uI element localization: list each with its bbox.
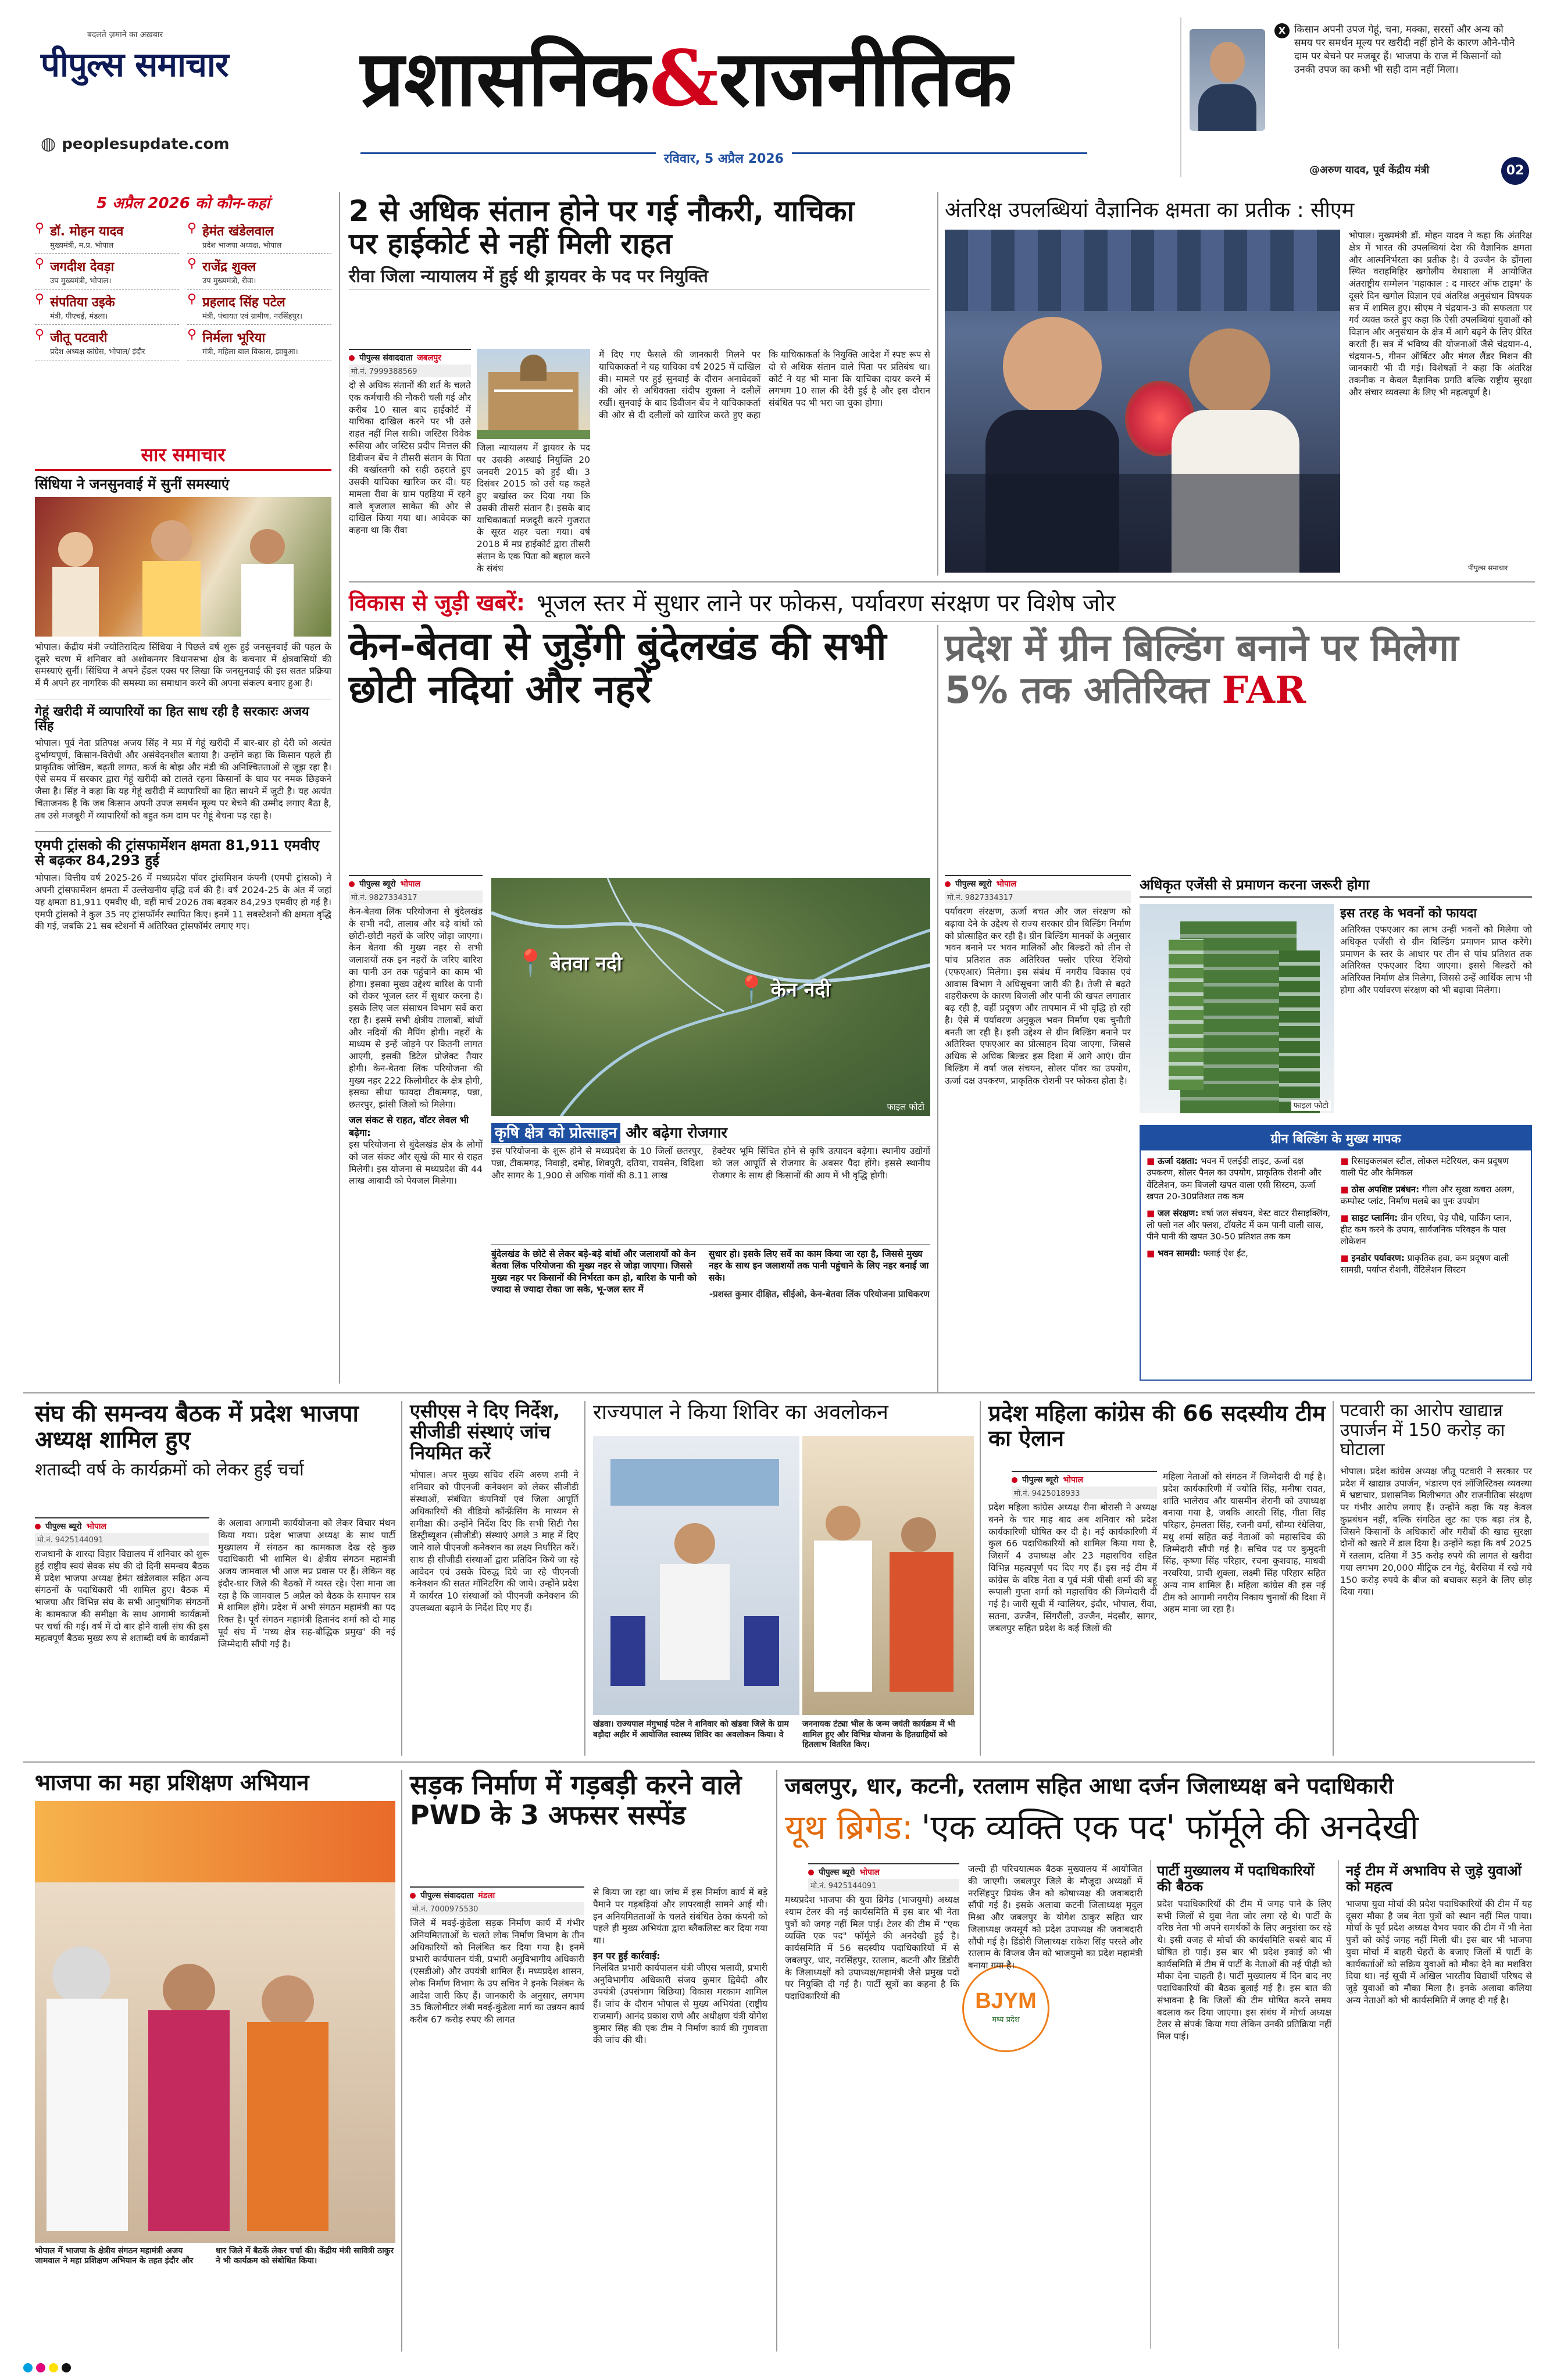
yuva-mobile: मो.नं. 9425144091 <box>808 1879 959 1892</box>
author-photo <box>1190 29 1265 131</box>
saar-section <box>35 442 331 1384</box>
vikas-banner <box>349 581 1535 622</box>
court-col-2 <box>477 442 590 574</box>
person-name: डॉ. मोहन यादव <box>50 224 124 239</box>
column-rule <box>776 1770 777 2352</box>
person-name: संपतिया उइके <box>50 295 115 310</box>
column-rule <box>980 1401 981 1756</box>
schedule-title: 5 अप्रैल 2026 को कौन-कहां <box>96 195 270 212</box>
person-name: हेमंत खंडेलवाल <box>202 224 274 239</box>
bullet-icon: ■ <box>1147 1248 1158 1259</box>
court-place: जबलपुर <box>417 353 441 363</box>
court-building-photo <box>477 349 590 439</box>
green-headline-far: FAR <box>1222 668 1306 712</box>
column-rule <box>584 1401 585 1756</box>
mahila-text-2: महिला नेताओं को संगठन में जिम्मेदारी दी गई है। प्रदेश कार्यकारिणी में ज्योति सिंह, मनीषा रावत, शांति भालेराव और यासमीन शेरानी को उपाध्यक्ष बनाया गया है, जबकि आरती सिंह, गीता सिंह परिहार, हेमलता सिंह, रजनी वर्मा, सौम्या रंधेलिया, मधु शर्मा सहित कई नेताओं को महासचिव की जिम्मेदारी सौंपी गई है। सचिव पद पर कुमुदनी सिंह, कृष्णा सिंह परिहार, रचना कुशवाह, माधवी नरवरिया, प्राची शुक्ला, लक्ष्मी सिंह परिहार सहित अन्य नाम शामिल हैं। महिला कांग्रेस की इस नई टीम को आगामी नगरीय निकाय चुनावों की दिशा में अहम माना जा रहा है। <box>1163 1471 1326 1615</box>
bullet-icon: ■ <box>1147 1207 1158 1218</box>
court-col-1 <box>349 349 471 537</box>
bullet-icon: ■ <box>1340 1252 1352 1263</box>
criteria-key: भवन सामग्री: <box>1157 1248 1201 1259</box>
criteria-item <box>1341 1252 1526 1276</box>
pwd-story <box>410 1770 770 1830</box>
agri-col-2 <box>712 1145 930 1181</box>
court-col-3 <box>599 349 930 570</box>
cm-body: भोपाल। मुख्यमंत्री डॉ. मोहन यादव ने कहा कि अंतरिक्ष क्षेत्र में भारत की उपलब्धियां देश की वैज्ञानिक क्षमता और आत्मनिर्भरता का प्रतीक है। वे उज्जैन के डोंगला स्थित वराहमिहिर खगोलीय वेधशाला में आयोजित अंतराष्ट्रीय सम्मेलन 'महाकाल : द मास्टर ऑफ टाइम' के दूसरे दिन खगोल विज्ञान एवं अंतरिक्ष अनुसंधान विषयक सत्र में शामिल हुए। सीएम ने चंद्रयान-3 की सफलता पर गर्व व्यक्त करते हुए कहा कि ऐसी उपलब्धियां युवाओं को विज्ञान और अनुसंधान के क्षेत्र में आगे बढ़ने के लिए प्रेरित करती हैं। सत्र में भविष्य की योजनाओं जैसे चंद्रयान-4, चंद्रयान-5, गीनन ऑर्बिटर और मंगल लैंडर मिशन की जानकारी भी दी गई। विशेषज्ञों ने कहा कि अंतरिक्ष तकनीक न केवल वैज्ञानिक प्रगति बल्कि राष्ट्रीय सुरक्षा और संचार व्यवस्था के लिए भी महत्वपूर्ण है। <box>1349 230 1532 398</box>
ken-text-1b: इस परियोजना से बुंदेलखंड क्षेत्र के लोगों को जल संकट और सूखे की मार से राहत मिलेगी। इस योजना से मध्यप्रदेश की 44 लाख आबादी को पेयजल मिलेगा। <box>349 1139 483 1187</box>
pwd-text-1: जिले में मवई-कुंडेला सड़क निर्माण कार्य में गंभीर अनियमितताओं के चलते लोक निर्माण विभाग के तीन अधिकारियों को निलंबित कर दिया गया है। इनमें प्रभारी कार्यपालन यंत्री, प्रभारी अनुविभागीय अधिकारी (एसडीओ) और उपयंत्री शामिल हैं। मध्यप्रदेश शासन, लोक निर्माण विभाग के उप सचिव ने इनके निलंबन के आदेश जारी किए हैं। जानकारी के अनुसार, लगभग 35 किलोमीटर लंबी मवई-कुंडेला मार्ग का उन्नयन कार्य करीब 67 करोड़ रुपए की लागत <box>410 1918 584 2025</box>
mahila-col-1 <box>988 1471 1157 1634</box>
column-rule <box>1333 1401 1334 1756</box>
column-rule <box>1150 1860 1151 2349</box>
scindia-photo <box>35 497 331 637</box>
person-name: प्रहलाद सिंह पटेल <box>202 295 285 310</box>
pwd-subhead: इन पर हुई कार्रवाई: <box>593 1950 660 1961</box>
patwari-body: भोपाल। प्रदेश कांग्रेस अध्यक्ष जीतू पटवारी ने सरकार पर प्रदेश में खाद्यान्न उपार्जन, भंडारण एवं लॉजिस्टिक्स व्यवस्था में भ्रष्टाचार, प्रशासनिक मिलीभगत और राजनीतिक संरक्षण पर गंभीर आरोप लगाए हैं। उन्होंने कहा कि यह केवल कुप्रबंधन नहीं, बल्कि संगठित लूट का एक बड़ा तंत्र है, जिसने किसानों के अधिकारों और गरीबों की खाद्य सुरक्षा दोनों को खतरे में डाल दिया है। उन्होंने कहा कि वर्ष 2025 में रतलाम, दतिया में 35 करोड़ रुपये की लागत से खरीदा गया लगभग 20,000 मीट्रिक टन गेहूं, बैरसिया में रखे गये 150 करोड़ रुपये के बीज को बचाकर सड़ने के लिए छोड़ दिया गया। <box>1340 1466 1532 1598</box>
criteria-key: जल संरक्षण: <box>1157 1207 1199 1218</box>
yuva-col-3 <box>1157 1863 1331 2043</box>
ken-text-1: केन-बेतवा लिंक परियोजना से बुंदेलखंड के सभी नदी, तालाब और बड़े बांधों को छोटी-छोटी नहरों के जरिए जोड़ा जाएगा। केन बेतवा की मुख्य नहर से सभी जलाशयों तक इन नहरों के जरिए बारिश का पानी उन तक पहुंचाने का काम भी होगा। इसका मुख्य उद्देश्य बारिश के पानी को रोकर भूजल स्तर में सुधार करना है। इसके लिए जल संसाधन विभाग सर्वे करा रहा है। इसमें सभी क्षेत्रीय तालाबों, बांधों और नदियों की मैपिंग होगी। नहरों के माध्यम से इन्हें जोड़ने पर कितनी लागत आएगी, इसकी डिटेल प्रोजेक्ट तैयार होगी। केन-बेतवा लिंक परियोजना की मुख्य नहर 222 किलोमीटर के क्षेत्र होगी, इसका सीधा फायदा टीकमगढ़, पन्ना, छतरपुर, झांसी जिलों को मिलेगा। <box>349 906 483 1110</box>
mahila-text-1: प्रदेश महिला कांग्रेस अध्यक्ष रीना बोरासी ने अध्यक्ष बनने के चार माह बाद अब शनिवार को प्रदेश कार्यकारिणी घोषित कर दी है। नई कार्यकारिणी में कुल 66 पदाधिकारियों को शामिल किया गया है, जिसमें 4 उपाध्यक्ष और 23 महासचिव सहित विभिन्न महत्वपूर्ण पद दिए गए हैं। इस नई टीम में कांग्रेस के वरिष्ठ नेता व पूर्व मंत्री पीसी शर्मा की बहू रूपाली गुप्ता शर्मा को महासचिव की जिम्मेदारी दी गई है। जारी सूची में ग्वालियर, इंदौर, भोपाल, रीवा, सतना, उज्जैन, सिंगरौली, उज्जैन, मंदसौर, सागर, जबलपुर सहित प्रदेश के कई जिलों की <box>988 1502 1157 1634</box>
bjym-logo <box>962 1965 1049 2052</box>
mahila-col-2 <box>1163 1471 1326 1616</box>
ken-marker <box>735 974 830 1004</box>
website-text: peoplesupdate.com <box>62 135 230 153</box>
person-role: प्रदेश भाजपा अध्यक्ष, भोपाल <box>202 241 282 250</box>
bjym-logo-sub: मध्य प्रदेश <box>992 2016 1020 2024</box>
agri-text-2: हेक्टेयर भूमि सिंचित होने से कृषि उत्पादन बढ़ेगा। स्थानीय उद्योगों को जल आपूर्ति से रोजगार के अवसर पैदा होंगे। इससे स्थानीय रोजगार के साथ ही किसानों की आय में भी वृद्धि होगी। <box>712 1146 930 1181</box>
benefit-body: अतिरिक्त एफएआर का लाभ उन्हीं भवनों को मिलेगा जो अधिकृत एजेंसी से ग्रीन बिल्डिंग प्रमाणन प्राप्त करेंगे। प्रमाणन के स्तर के आधार पर तीन से पांच प्रतिशत तक अतिरिक्त एफएआर दिया जाएगा। इससे बिल्डरों को अतिरिक्त निर्माण क्षेत्र मिलेगा, जिससे उन्हें आर्थिक लाभ भी होगा और पर्यावरण संरक्षण को भी बढ़ावा मिलेगा। <box>1340 924 1532 995</box>
schedule-box <box>35 192 331 430</box>
green-building-photo <box>1140 904 1334 1113</box>
yuva-label: यूथ ब्रिगेड: <box>785 1807 913 1847</box>
sangh-text-1: राजधानी के शारदा विहार विद्यालय में शनिवार को शुरू हुई राष्ट्रीय स्वयं सेवक संघ की दो दिनी समन्वय बैठक में प्रदेश भाजपा अध्यक्ष हेमंत खंडेलवाल सहित अन्य संगठनों के पदाधिकारी भी शामिल हुए। बैठक में भाजपा और विभिन्न संघ के सभी आनुषांगिक संगठनों के कामकाज की समीक्षा के साथ आगामी कार्यक्रमों पर चर्चा की गई। वर्ष में दो बार होने वाली संघ की इस महत्वपूर्ण बैठक मुख्य रूप से शताब्दी वर्ष के कार्यक्रमों <box>35 1549 209 1644</box>
x-social-icon: X <box>1274 23 1290 38</box>
mahaprashikshan-headline: भाजपा का महा प्रशिक्षण अभियान <box>35 1770 309 1795</box>
column-rule <box>401 1770 402 2352</box>
column-rule <box>401 1401 402 1756</box>
location-pin-icon: ⚲ <box>35 292 45 306</box>
pwd-place: मंडला <box>478 1891 495 1900</box>
yuva-col-2 <box>968 1863 1142 1972</box>
criteria-key: ऊर्जा दक्षता: <box>1157 1156 1198 1166</box>
map-credit: फाइल फोटो <box>887 1102 924 1112</box>
schedule-person <box>35 219 179 254</box>
mahila-byline: पीपुल्स ब्यूरो <box>1022 1475 1059 1485</box>
sangh-story <box>35 1401 395 1484</box>
saar-story-3-head: एमपी ट्रांसको की ट्रांसफार्मेशन क्षमता 81,911 एमवीए से बढ़कर 84,293 हुई <box>35 831 331 869</box>
sangh-place: भोपाल <box>86 1522 107 1531</box>
location-pin-icon: ⚲ <box>35 221 45 235</box>
location-pin-icon: ⚲ <box>35 327 45 342</box>
location-pin-icon: ⚲ <box>187 256 197 271</box>
schedule-grid <box>35 219 331 360</box>
mahila-story <box>988 1401 1326 1450</box>
green-col-1 <box>945 875 1131 1087</box>
registration-marks <box>23 2363 71 2372</box>
pwd-mobile: मो.नं. 7000975530 <box>410 1902 584 1915</box>
saar-story-3-body: भोपाल। वित्तीय वर्ष 2025-26 में मध्यप्रदेश पॉवर ट्रांसमिशन कंपनी (एमपी ट्रांसको) ने अपनी ट्रांसफार्मेशन क्षमता में उल्लेखनीय वृद्धि दर्ज की है। वर्ष 2024-25 के अंत में जहां यह क्षमता 81,911 एमवीए थी, वहीं मार्च 2026 तक बढ़कर 84,293 एमवीए हो गई है। एमपी ट्रांसको ने कुल 35 नए ट्रांसफॉर्मर स्थापित किए। इनमें 11 सबस्टेशनों की क्षमता वृद्धि की गई, जबकि 21 सब स्टेशनों में अतिरिक्त ट्रांसफॉर्मर लगाए गए। <box>35 873 331 932</box>
section-rule <box>23 1392 1535 1393</box>
ken-quote-block <box>491 1244 930 1300</box>
ken-quote-text-2: सुधार हो। इसके लिए सर्वे का काम किया जा रहा है, जिससे मुख्य नहर के साथ इन जलाशयों तक पानी पहुंचाने के लिए नहर बनाई जा सके। <box>709 1249 929 1283</box>
river-lines <box>491 878 930 1116</box>
governor-caption-2: जननायक टंट्या भील के जन्म जयंती कार्यक्रम में भी शामिल हुए और विभिन्न योजना के हितग्राहियों को हितलाभ वितरित किए। <box>802 1720 955 1749</box>
column-rule <box>1338 1860 1339 2349</box>
ken-col-1 <box>349 875 483 1187</box>
yuva-story <box>785 1770 1535 1849</box>
mahaprashikshan-caption-1: भोपाल में भाजपा के क्षेत्रीय संगठन महामंत्री अजय जामवाल ने महा प्रशिक्षण अभियान के तहत इंदौर और <box>35 2246 194 2266</box>
ken-quote-text-1: बुंदेलखंड के छोटे से लेकर बड़े-बड़े बांधों और जलाशयों को केन बेतवा लिंक परियोजना की मुख्य नहर से जोड़ा जाएगा। जिससे मुख्य नहर पर किसानों की निर्भरता कम हो, बारिश के पानी को ज्यादा से ज्यादा रोका जा सके, भू-जल स्तर में <box>491 1249 697 1295</box>
yuva-headline: 'एक व्यक्ति एक पद' फॉर्मूले की अनदेखी <box>921 1807 1419 1847</box>
green-text: पर्यावरण संरक्षण, ऊर्जा बचत और जल संरक्षण को बढ़ावा देने के उद्देश्य से राज्य सरकार ग्रीन बिल्डिंग निर्माण को प्रोत्साहित कर रही है। ग्रीन बिल्डिंग मानकों के अनुसार भवन बनाने पर भवन मालिकों और बिल्डरों को तीन से पांच प्रतिशत तक अतिरिक्त फ्लोर एरिया रेशियो (एफएआर) मिलेगा। इस संबंध में नगरीय विकास एवं आवास विभाग ने अधिसूचना जारी की है। तेजी से बढ़ते शहरीकरण के कारण बिजली और पानी की खपत लगातार बढ़ रही है, वहीं प्रदूषण और तापमान में भी वृद्धि हो रही है। ऐसे में पर्यावरण अनुकूल भवन निर्माण एक चुनौती बनती जा रही है। इसी उद्देश्य से ग्रीन बिल्डिंग बनाने पर अतिरिक्त एफएआर का प्रोत्साहन दिया जाएगा, जिससे अधिक से अधिक बिल्डर इस दिशा में आगे आएं। ग्रीन बिल्डिंग में वर्षा जल संचयन, सोलर पॉवर का उपयोग, ऊर्जा दक्ष उपकरण, प्राकृतिक रोशनी पर फोकस होता है। <box>945 906 1131 1086</box>
person-role: प्रदेश अध्यक्ष कांग्रेस, भोपाल/ इंदौर <box>50 348 145 356</box>
patwari-headline: पटवारी का आरोप खाद्यान्न उपार्जन में 150 करोड़ का घोटाला <box>1340 1400 1505 1460</box>
bullet-icon: ■ <box>1340 1212 1352 1223</box>
green-certification-box <box>1140 875 1532 1110</box>
date-text: रविवार, 5 अप्रैल 2026 <box>656 149 792 167</box>
person-role: उप मुख्यमंत्री, रीवा। <box>202 277 256 285</box>
ken-quote-author: -प्रशस्त कुमार दीक्षित, सीईओ, केन-बेतवा लिंक परियोजना प्राधिकरण <box>709 1289 930 1300</box>
column-rule <box>937 625 938 1392</box>
schedule-person <box>35 254 179 290</box>
benefit-block <box>1340 904 1532 996</box>
location-pin-icon: ⚲ <box>187 327 197 342</box>
ken-story <box>349 625 930 711</box>
governor-caption-1: खंडवा। राज्यपाल मंगुभाई पटेल ने शनिवार को खंडवा जिले के ग्राम बड़ौदा अहीर में आयोजित स्वास्थ्य शिविर का अवलोकन किया। वे <box>593 1720 789 1739</box>
quote-text: किसान अपनी उपज गेहूं, चना, मक्का, सरसों और अन्य को समय पर समर्थन मूल्य पर खरीदी नहीं होने के कारण औने-पौने दाम पर बेचने पर मजबूर हैं। भाजपा के राज में किसानों को उनकी उपज का कभी भी सही दाम नहीं मिला। <box>1294 24 1515 76</box>
saar-story-2-body: भोपाल। पूर्व नेता प्रतिपक्ष अजय सिंह ने मप्र में गेहूं खरीदी में बार-बार हो देरी को अत्यंत दुर्भाग्यपूर्ण, किसान-विरोधी और असंवेदनशील बताया है। उन्होंने कहा कि किसान पहले ही प्राकृतिक जोखिम, बढ़ती लागत, कर्ज के बोझ और मंडी की अनिश्चितताओं से जूझ रहा है। ऐसे समय में सरकार द्वारा गेहूं खरीदी को टालते रहना किसानों के घाव पर नमक छिड़कने जैसा है। सिंह ने कहा कि यह गेहूं खरीदी में व्यापारियों का हित साधने में जुटी है। यह अत्यंत चिंताजनक है कि जब किसान अपनी उपज समर्थन मूल्य पर बेचने की उम्मीद लगाए बैठा है, तब उसे मजबूरी में व्यापारियों को बहुत कम दाम पर गेहूं बेचना पड़ रहा है। <box>35 738 331 821</box>
paper-logo: पीपुल्स समाचार <box>41 45 228 84</box>
bullet-icon: ■ <box>1340 1184 1352 1195</box>
criteria-item <box>1147 1248 1331 1259</box>
court-byline: पीपुल्स संवाददाता <box>359 353 413 363</box>
bullet-icon: ■ <box>1147 1156 1158 1166</box>
criteria-list <box>1141 1150 1531 1377</box>
acs-story <box>410 1401 578 1614</box>
pwd-col-2 <box>593 1886 767 2046</box>
column-rule <box>339 192 340 1384</box>
criteria-key: ठोस अपशिष्ट प्रबंधन: <box>1351 1184 1420 1195</box>
vikas-label: विकास से जुड़ी खबरें: <box>349 589 525 616</box>
court-text-1: दो से अधिक संतानों की शर्त के चलते एक कर्मचारी की नौकरी चली गई और करीब 10 साल बाद हाईकोर्ट में याचिका दाखिल करने पर भी उसे राहत नहीं मिल सकी। जस्टिस विवेक रूसिया और जस्टिस प्रदीप मित्तल की डिवीजन बेंच ने तीसरी संतान के पिता की बर्खास्तगी को सही ठहराते हुए उसकी याचिका खारिज कर दी। यह मामला रीवा के ग्राम पहड़िया में रहने वाले बृजलाल साकेत की ओर से दाखिल किया गया था। आवेदक का कहना था कि रीवा <box>349 380 471 536</box>
yuva-text-4: भाजपा युवा मोर्चा की प्रदेश पदाधिकारियों की टीम में यह दूसरा मौका है जब नेता पुत्रों को स्थान नहीं मिल पाया। मोर्चा के पूर्व प्रदेश अध्यक्ष वैभव पवार की टीम में भी नेता पुत्रों को कोई जगह नहीं मिली थी। इस बार भी भाजपा युवा मोर्चा में बाहरी चेहरों के बजाए जिलों में पार्टी के कार्यकर्ताओं को सक्रिय युवाओं को मौका देने का मशविरा दिया था। नई सूची में अखिल भारतीय विद्यार्थी परिषद से जुड़े युवाओं को मौका मिला है। इनके अलावा कलिया अन्य नेताओं को भी कार्यसमिति में जगह दी गई है। <box>1346 1898 1532 2006</box>
location-pin-icon: ⚲ <box>187 292 197 306</box>
governor-photo-1 <box>593 1436 799 1715</box>
schedule-person <box>35 290 179 325</box>
quote-box <box>1180 17 1529 177</box>
cm-story <box>945 195 1532 578</box>
dateline <box>360 152 1087 167</box>
betwa-marker <box>515 948 622 978</box>
saar-story-1-head: सिंधिया ने जनसुनवाई में सुनीं समस्याएं <box>35 476 230 492</box>
person-role: मंत्री, पंचायत एवं ग्रामीण, नरसिंहपुर। <box>202 312 303 321</box>
sangh-col-1 <box>35 1517 209 1645</box>
yuva-col-4 <box>1346 1863 1532 2007</box>
section-title <box>360 34 1012 124</box>
yuva-col4-head: नई टीम में अभाविप से जुड़े युवाओं को महत्व <box>1346 1863 1522 1895</box>
person-name: राजेंद्र शुक्ल <box>202 260 256 274</box>
saar-story-2-head: गेहूं खरीदी में व्यापारियों का हित साध रही है सरकारः अजय सिंह <box>35 699 331 734</box>
criteria-item <box>1341 1212 1526 1248</box>
person-role: मुख्यमंत्री, म.प्र. भोपाल <box>50 241 114 250</box>
court-subhead: रीवा जिला न्यायालय में हुई थी ड्रायवर के पद पर नियुक्ति <box>349 263 930 290</box>
criteria-key: इनडोर पर्यावरण: <box>1351 1252 1405 1263</box>
person-role: उप मुख्यमंत्री, भोपाल। <box>50 277 112 285</box>
pwd-text-2b: निलंबित प्रभारी कार्यपालन यंत्री जीएस भलावी, प्रभारी अनुविभागीय अधिकारी संजय कुमार द्विवेदी और उपयंत्री (उपसंभाग बिछिया) विकास मरकाम शामिल हैं। जांच के दौरान भोपाल से मुख्य अभियंता (राष्ट्रीय राजमार्ग) आनंद प्रकाश राणे और अधीक्षण यंत्री योगेश कुमार सिंह की एक टीम ने निर्माण कार्य की गुणवत्ता की जांच की थी। <box>593 1962 767 2046</box>
ken-label: केन नदी <box>770 978 831 1002</box>
benefit-title: इस तरह के भवनों को फायदा <box>1340 906 1477 921</box>
mahila-place: भोपाल <box>1063 1475 1084 1485</box>
ken-betwa-map <box>491 878 930 1116</box>
schedule-person <box>187 219 331 254</box>
cm-headline: अंतरिक्ष उपलब्धियां वैज्ञानिक क्षमता का प्रतीक : सीएम <box>945 198 1355 222</box>
mahila-mobile: मो.नं. 9425018933 <box>1012 1486 1157 1499</box>
cm-photo-credit: पीपुल्स समाचार <box>1468 564 1508 572</box>
green-place: भोपाल <box>996 880 1017 889</box>
map-pin-icon: 📍 <box>515 948 547 978</box>
schedule-person <box>187 325 331 360</box>
person-name: निर्मला भूरिया <box>202 331 266 345</box>
yuva-kicker: जबलपुर, धार, कटनी, रतलाम सहित आधा दर्जन जिलाध्यक्ष बने पदाधिकारी <box>785 1773 1394 1799</box>
court-text-3: में दिए गए फैसले की जानकारी मिलने पर याचिकाकर्ता ने यह याचिका वर्ष 2025 में दाखिल की। मामले पर हुई सुनवाई के दौरान अनावेदकों की ओर से अधिवक्ता संदीप शुक्ला ने दलीलें रखीं। सुनवाई के बाद डिवीजन बेंच ने याचिकाकर्ता की ओर से दी दलीलों को खारिज करते हुए कहा कि याचिकाकर्ता के नियुक्ति आदेश में स्पष्ट रूप से दो से अधिक संतान वाले पिता पर प्रतिबंध था। कोर्ट ने यह भी माना कि याचिका दायर करने में लगभग 10 साल की देरी हुई है और इस दौरान संबंधित पद भी भरा जा चुका होगा। <box>599 349 930 420</box>
sangh-byline: पीपुल्स ब्यूरो <box>45 1522 82 1531</box>
sangh-col-2 <box>218 1517 395 1650</box>
criteria-value: गीला और सूखा कचरा अलग, कम्पोस्ट प्लांट, निर्माण मलबे का पुनः उपयोग <box>1340 1184 1515 1207</box>
green-headline-a: प्रदेश में ग्रीन बिल्डिंग बनाने पर मिलेगा 5% तक अतिरिक्त <box>945 627 1459 712</box>
sangh-text-2: के अलावा आगामी कार्ययोजना को लेकर विचार मंथन किया गया। प्रदेश भाजपा अध्यक्ष के साथ पार्टी मुख्यालय में संगठन का कामकाज देख रहे कुछ पदाधिकारी भी शामिल थे। क्षेत्रीय संगठन महामंत्री अजय जामवाल भी आज मप्र प्रवास पर हैं। लेकिन वह इंदौर-धार जिले की बैठकों में व्यस्त रहे। ऐसा माना जा रहा है कि जामवाल 5 अप्रैल को बैठक के समापन सत्र में शामिल होंगे। प्रदेश में अभी संगठन महामंत्री का पद रिक्त है। पूर्व संगठन महामंत्री हितानंद शर्मा को दो माह पूर्व संघ में 'मध्य क्षेत्र सह-बौद्धिक प्रमुख' की नई जिम्मेदारी सौंपी गई है। <box>218 1518 395 1649</box>
criteria-key: साइट प्लानिंग: <box>1351 1212 1398 1223</box>
green-byline: पीपुल्स ब्यूरो <box>955 880 992 889</box>
masthead <box>0 0 1557 180</box>
schedule-person <box>187 254 331 290</box>
globe-icon: ◍ <box>41 134 56 154</box>
column-rule <box>937 192 938 576</box>
agri-head-b: और बढ़ेगा रोजगार <box>626 1124 728 1142</box>
saar-title: सार समाचार <box>35 442 331 471</box>
criteria-value: रिसाइकलबल स्टील, लोकल मटेरियल, कम प्रदूषण वाली पेंट और केमिकल <box>1340 1156 1509 1178</box>
governor-story <box>593 1400 974 1749</box>
ken-byline: पीपुल्स ब्यूरो <box>359 880 396 889</box>
acs-body: भोपाल। अपर मुख्य सचिव रश्मि अरुण शमी ने शनिवार को पीएनजी कनेक्शन को लेकर सीजीडी संस्थाओं, संबंधित कंपनियों एवं जिला आपूर्ति अधिकारियों की वीडियो कॉन्फ्रेंसिंग के माध्यम से समीक्षा की। उन्होंने निर्देश दिए कि सभी सिटी गैस डिस्ट्रीब्यूशन (सीजीडी) संस्थाएं अगले 3 माह में दिए जाने वाले पीएनजी कनेक्शन का लक्ष्य निर्धारित करें। साथ ही सीजीडी संस्थाओं द्वारा प्रतिदिन किये जा रहे आवेदन एवं उसके विरुद्ध दिये जा रहे पीएनजी कनेक्शन की सतत मॉनिटरिंग की जाये। उन्होंने प्रदेश में कार्यरत 10 संस्थाओं को पीएनजी कनेक्शन की उपलब्धता बढ़ाने के निर्देश दिए गए हैं। <box>410 1470 578 1613</box>
acs-headline: एसीएस ने दिए निर्देश, सीजीडी संस्थाएं जांच नियमित करें <box>410 1400 560 1464</box>
betwa-label: बेतवा नदी <box>549 952 622 975</box>
yuva-col3-head: पार्टी मुख्यालय में पदाधिकारियों की बैठक <box>1157 1863 1315 1895</box>
location-pin-icon: ⚲ <box>35 256 45 271</box>
section-title-b: राजनीतिक <box>719 34 1012 124</box>
green-mobile: मो.नं. 9827334317 <box>945 891 1131 903</box>
agri-col-1 <box>491 1145 703 1181</box>
yuva-place: भोपाल <box>859 1868 880 1877</box>
agri-text-1: इस परियोजना के शुरू होने से मध्यप्रदेश के 10 जिलों छतरपुर, पन्ना, टीकमगढ़, निवाड़ी, दमोह, शिवपुरी, दतिया, रायसेन, विदिशा और सागर के 1,900 से अधिक गांवों की 8.11 लाख <box>491 1146 703 1181</box>
criteria-value: प्राकृतिक हवा, कम प्रदूषण वाली सामग्री, पर्याप्त रोशनी, वेंटिलेशन सिस्टम <box>1340 1252 1509 1275</box>
mahaprashikshan-story <box>35 1770 395 2267</box>
pwd-text-2: से किया जा रहा था। जांच में इस निर्माण कार्य में बड़े पैमाने पर गड़बड़ियां और लापरवाही सामने आई थी। इन अनियमितताओं के चलते संबंधित ठेका कंपनी को पहले ही मुख्य अभियंता द्वारा ब्लैकलिस्ट कर दिया गया था। <box>593 1887 767 1946</box>
criteria-value: ग्रीन एरिया, पेड़ पौधे, पार्किंग प्लान, हीट कम करने के उपाय, सार्वजनिक परिवहन के पास लोकेशन <box>1340 1212 1512 1247</box>
criteria-item <box>1147 1155 1331 1203</box>
governor-photo-2 <box>802 1436 974 1715</box>
logo-block <box>41 29 355 86</box>
person-role: मंत्री, पीएचई, मंडला। <box>50 312 108 321</box>
bullet-icon: ■ <box>1340 1156 1352 1166</box>
ken-subhead-1: जल संकट से राहत, वॉटर लेवल भी बढ़ेगा: <box>349 1114 469 1139</box>
tagline: बदलते ज़माने का अख़बार <box>87 30 163 40</box>
ampersand: & <box>649 34 719 124</box>
governor-headline: राज्यपाल ने किया शिविर का अवलोकन <box>593 1400 888 1424</box>
yuva-text-1: मध्यप्रदेश भाजपा की युवा ब्रिगेड (भाजयुमो) अध्यक्ष श्याम टेलर की नई कार्यसमिति में इस बार भी नेता पुत्रों को जगह नहीं मिल पाई। टेलर की टीम में "एक व्यक्ति एक पद" फॉर्मूले की अनदेखी हुई है। कार्यसमिति में 56 सदस्यीय पदाधिकारियों में से जबलपुर, धार, नरसिंहपुर, रतलाम, कटनी और डिंडोरी के जिलाध्यक्षों को उपाध्यक्ष/महामंत्री जैसे प्रमुख पदों पर नियुक्ति दी गई है। पार्टी सूत्रों का कहना है कि पदाधिकारियों की <box>785 1895 959 2002</box>
quote-author: @अरुण यादव, पूर्व केंद्रीय मंत्री <box>1309 164 1430 176</box>
schedule-person <box>35 325 179 360</box>
schedule-person <box>187 290 331 325</box>
section-title-a: प्रशासनिक <box>360 34 650 124</box>
agri-subhead <box>491 1119 930 1145</box>
ken-place: भोपाल <box>400 880 421 889</box>
criteria-item <box>1341 1155 1526 1179</box>
green-story <box>945 628 1532 712</box>
pwd-headline: सड़क निर्माण में गड़बड़ी करने वाले PWD के 3 अफसर सस्पेंड <box>410 1769 742 1831</box>
person-name: जीतू पटवारी <box>50 331 108 345</box>
criteria-title: ग्रीन बिल्डिंग के मुख्य मापक <box>1141 1126 1531 1150</box>
patwari-story <box>1340 1401 1532 1598</box>
vikas-tagline: भूजल स्तर में सुधार लाने पर फोकस, पर्यावरण संरक्षण पर विशेष जोर <box>536 590 1116 617</box>
criteria-value: वर्षा जल संचयन, वेस्ट वाटर रीसाइक्लिंग, लो फ्लो नल और फ्लश, टॉयलेट में कम पानी वाली सास, पीने पानी की खपत 30-50 प्रतिशत तक कम <box>1147 1207 1331 1242</box>
criteria-box <box>1140 1125 1532 1381</box>
bjym-logo-text: BJYM <box>975 1989 1037 2013</box>
court-text-2: जिला न्यायालय में ड्रायवर के पद पर उसकी अस्थाई नियुक्ति 20 जनवरी 2015 को हुई थी। 3 दिसंबर 2015 को उसे यह कहते हुए बर्खास्त कर दिया गया कि उसकी तीसरी संतान है। इसके बाद याचिकाकर्ता मजदूरी करने गुजरात के सूरत शहर चला गया। वर्ष 2018 में मप्र हाईकोर्ट द्वारा तीसरी संतान के एक पिता को बहाल करने के संबंध <box>477 442 590 574</box>
cm-photo <box>945 230 1340 573</box>
sangh-subhead: शताब्दी वर्ष के कार्यक्रमों को लेकर हुई चर्चा <box>35 1459 304 1480</box>
yuva-byline: पीपुल्स ब्यूरो <box>819 1868 855 1877</box>
mahaprashikshan-caption-2: धार जिले में बैठकें लेकर चर्चा की। केंद्रीय मंत्री सावित्री ठाकुर ने भी कार्यक्रम को संबोधित किया। <box>216 2246 394 2266</box>
map-pin-icon: 📍 <box>735 974 767 1004</box>
court-headline: 2 से अधिक संतान होने पर गई नौकरी, याचिका पर हाईकोर्ट से नहीं मिली राहत <box>349 194 855 260</box>
sangh-mobile: मो.नं. 9425144091 <box>35 1533 209 1546</box>
yuva-text-3: प्रदेश पदाधिकारियों की टीम में जगह पाने के लिए सभी जिलों से युवा नेता जोर लगा रहे थे। पार्टी के वरिष्ठ नेता भी अपने समर्थकों के लिए अनुशंसा कर रहे थे। इसी वजह से मोर्चा की कार्यसमिति सबसे बाद में घोषित हो पाई। इस बार भी प्रदेश इकाई को भी कार्यसमिति में टीम में पार्टी के नेताओं की नई पीढ़ी को मौका देना चाहती है। पार्टी मुख्यालय में दिन बाद नए पदाधिकारियों की बैठक बुलाई गई है। इस बात की संभावना है कि जिलों की टीम घोषित करने समय बदलाव कर दिया जाएगा। इस संबंध में मोर्चा अध्यक्ष टेलर से संपर्क किया गया लेकिन उनकी प्रतिक्रिया नहीं मिल पाई। <box>1157 1898 1331 2042</box>
court-story <box>349 195 930 363</box>
pwd-byline: पीपुल्स संवाददाता <box>420 1891 474 1900</box>
criteria-value: भवन में एलईडी लाइट, ऊर्जा दक्ष उपकरण, सोलर पैनल का उपयोग, प्राकृतिक रोशनी और वेंटिलेशन, कम बिजली खपत वाला एसी सिस्टम, ऊर्जा खपत 20-30प्रतिशत तक कम <box>1147 1156 1322 1202</box>
person-role: मंत्री, महिला बाल विकास, झाबुआ। <box>202 348 298 356</box>
criteria-value: फ्लाई ऐश ईंट, <box>1203 1248 1248 1259</box>
criteria-item <box>1341 1184 1526 1207</box>
yuva-col-1 <box>785 1863 959 2003</box>
green-box-title: अधिकृत एजेंसी से प्रमाणन करना जरूरी होगा <box>1140 875 1532 898</box>
page-number: 02 <box>1501 157 1529 185</box>
agri-head-a: कृषि क्षेत्र को प्रोत्साहन <box>491 1123 620 1143</box>
website-link[interactable] <box>41 134 230 154</box>
ken-mobile: मो.नं. 9827334317 <box>349 891 483 903</box>
pwd-col-1 <box>410 1886 584 2026</box>
criteria-item <box>1147 1207 1331 1243</box>
location-pin-icon: ⚲ <box>187 221 197 235</box>
saar-story-1-body: भोपाल। केंद्रीय मंत्री ज्योतिरादित्य सिंधिया ने पिछले वर्ष शुरू हुई जनसुनवाई की पहल के दूसरे चरण में शनिवार को अशोकनगर विधानसभा क्षेत्र के कचनार में क्षेत्रवासियों की समस्याएं सुनीं। सिंधिया ने अपने हेंडल एक्स पर लिखा कि जनसुनवाई की इस सतत प्रक्रिया में मैं अपने हर नागरिक की समस्या का समाधान करने की अपना संकल्प बनाए हुआ है। <box>35 641 331 689</box>
photo-credit: फाइल फोटो <box>1291 1100 1331 1111</box>
ken-headline: केन-बेतवा से जुड़ेंगी बुंदेलखंड की सभी छोटी नदियां और नहरें <box>349 624 887 712</box>
green-headline <box>945 628 1532 712</box>
court-mobile: मो.नं. 7999388569 <box>349 364 471 377</box>
mahila-headline: प्रदेश महिला कांग्रेस की 66 सदस्यीय टीम का ऐलान <box>988 1400 1326 1451</box>
mahaprashikshan-photo <box>35 1801 395 2243</box>
sangh-headline: संघ की समन्वय बैठक में प्रदेश भाजपा अध्यक्ष शामिल हुए <box>35 1400 359 1453</box>
person-name: जगदीश देवड़ा <box>50 260 115 274</box>
yuva-text-2: जल्दी ही परिचयात्मक बैठक मुख्यालय में आयोजित की जाएगी। जबलपुर जिले के मौजूदा अध्यक्षों में नरसिंहपुर प्रियंक जैन को कोषाध्यक्ष की जवाबदारी सौंपी गई है। इसके अलावा कटनी जिलाध्यक्ष मृदुल मिश्रा और जबलपुर के योगेश ठाकुर सहित धार जिलाध्यक्ष जयसूर्य को प्रदेश उपाध्यक्ष की जवाबदारी सौंपी गई है। डिंडोरी जिलाध्यक्ष राकेश सिंह परस्ते और रतलाम के विप्लव जैन को भाजयुमो का प्रदेश महामंत्री बनाया गया है। <box>968 1864 1142 1971</box>
section-rule <box>23 1761 1535 1763</box>
